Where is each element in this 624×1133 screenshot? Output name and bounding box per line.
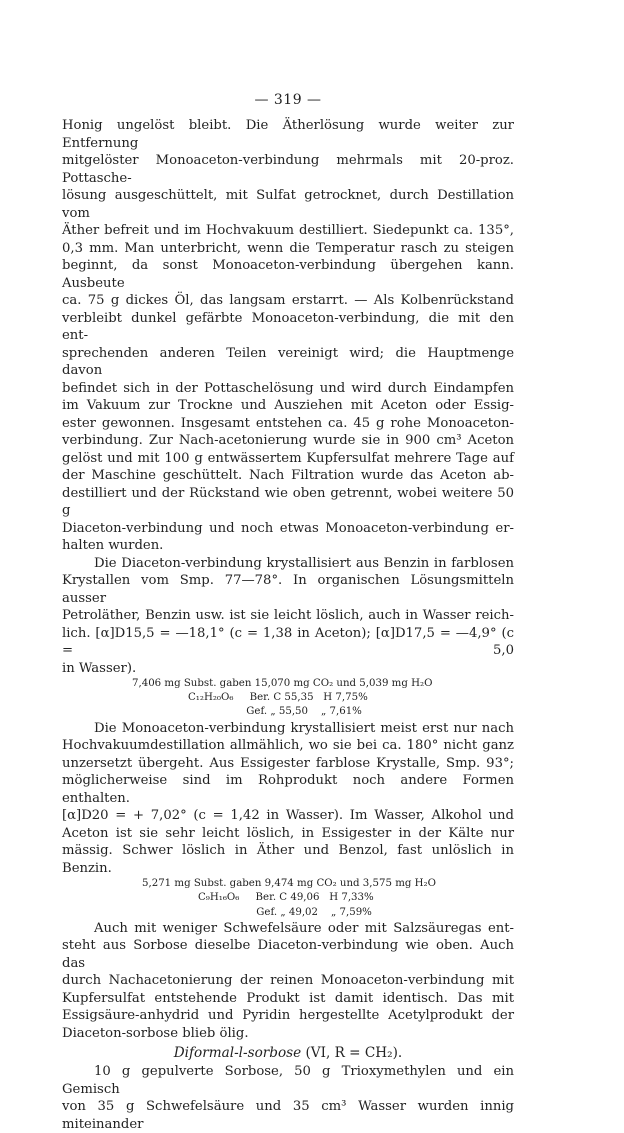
text-line: steht aus Sorbose dieselbe Diaceton-verbindung wie oben. Auch das [62,938,514,971]
heading-compound-name: Diformal-l-sorbose [173,1045,302,1062]
analysis-line: 7,406 mg Subst. gaben 15,070 mg CO₂ und 5,039 mg H₂O [132,678,433,689]
paragraph-1 [62,117,514,555]
heading-formula: (VI, R = CH₂). [301,1045,403,1062]
analysis-line: Gef. „ 49,02 „ 7,59% [198,906,372,918]
analysis-line: C₁₂H₂₀O₆ Ber. C 55,35 H 7,75% [188,692,368,704]
analysis-line: 5,271 mg Subst. gaben 9,474 mg CO₂ und 3,575 mg H₂O [142,878,436,890]
text-line: 0,3 mm. Man unterbricht, wenn die Temperatur rasch zu steigen [62,240,514,256]
text-line: gelöst und mit 100 g entwässertem Kupfersulfat mehrere Tage auf [62,450,514,466]
text-line: ester gewonnen. Insgesamt entstehen ca. 45 g rohe Monoaceton- [62,415,514,431]
analysis-line: Gef. „ 55,50 „ 7,61% [188,706,362,718]
text-line: Honig ungelöst bleibt. Die Ätherlösung wurde weiter zur Entfernung [62,118,514,151]
page-number: — 319 — [254,92,322,108]
paragraph-4 [62,920,514,1043]
text-line: unzersetzt übergeht. Aus Essigester farblose Krystalle, Smp. 93°; [62,755,514,771]
paragraph-3 [62,720,514,878]
text-line: der Maschine geschüttelt. Nach Filtration wurde das Aceton ab- [62,468,514,483]
text-line: Kupfersulfat entstehende Produkt ist damit identisch. Das mit [62,990,514,1006]
text-line: befindet sich in der Pottaschelösung und wird durch Eindampfen [62,380,514,396]
text-line: mässig. Schwer löslich in Äther und Benzol, fast unlöslich in Benzin. [62,843,514,876]
text-line: ca. 75 g dickes Öl, das langsam erstarrt. — Als Kolbenrückstand [62,293,514,308]
text-line: möglicherweise sind im Rohprodukt noch andere Formen enthalten. [62,773,514,806]
elemental-analysis-1 [132,677,514,720]
text-line: halten wurden. [62,538,164,553]
text-line: Aceton ist sie sehr leicht löslich, in Essigester in der Kälte nur [62,825,514,841]
text-line: mitgelöster Monoaceton-verbindung mehrmals mit 20-proz. Pottasche- [62,153,514,186]
elemental-analysis-2 [142,877,514,920]
text-line: von 35 g Schwefelsäure und 35 cm³ Wasser wurden innig miteinander [62,1099,514,1132]
text-line: Die Diaceton-verbindung krystallisiert aus Benzin in farblosen [94,555,514,571]
section-heading [62,1043,514,1063]
text-line: [α]D20 = + 7,02° (c = 1,42 in Wasser). Im Wasser, Alkohol und [62,808,514,824]
page [62,92,514,1133]
text-line: 10 g gepulverte Sorbose, 50 g Trioxymethylen und ein Gemisch [62,1064,514,1097]
text-line: im Vakuum zur Trockne und Ausziehen mit Aceton oder Essig- [62,398,514,413]
analysis-line: C₉H₁₆O₆ Ber. C 49,06 H 7,33% [198,892,374,904]
text-line: lich. [α]D15,5 = —18,1° (c = 1,38 in Aceton); [α]D17,5 = —4,9° (c = 5,0 [62,625,514,658]
text-line: lösung ausgeschüttelt, mit Sulfat getrocknet, durch Destillation vom [62,188,514,221]
text-line: Äther befreit und im Hochvakuum destilliert. Siedepunkt ca. 135°, [62,223,514,238]
paragraph-2 [62,555,514,678]
text-line: durch Nachacetonierung der reinen Monoaceton-verbindung mit [62,973,514,989]
text-line: Die Monoaceton-verbindung krystallisiert meist erst nur nach [94,720,514,736]
text-line: Auch mit weniger Schwefelsäure oder mit Salzsäuregas ent- [94,920,514,936]
text-line: beginnt, da sonst Monoaceton-verbindung übergehen kann. Ausbeute [62,258,514,291]
text-line: verbleibt dunkel gefärbte Monoaceton-verbindung, die mit den ent- [62,310,514,343]
text-line: Krystallen vom Smp. 77—78°. In organischen Lösungsmitteln ausser [62,573,514,606]
text-line: Hochvakuumdestillation allmählich, wo sie bei ca. 180° nicht ganz [62,738,514,754]
text-line: Petroläther, Benzin usw. ist sie leicht löslich, auch in Wasser reich- [62,608,514,623]
paragraph-5 [62,1063,514,1133]
text-line: Diaceton-verbindung und noch etwas Monoaceton-verbindung er- [62,520,514,536]
text-line: sprechenden anderen Teilen vereinigt wird; die Hauptmenge davon [62,345,514,378]
text-line: Diaceton-sorbose blieb ölig. [62,1025,249,1041]
text-line: destilliert und der Rückstand wie oben getrennt, wobei weitere 50 g [62,485,514,518]
text-line: verbindung. Zur Nach-acetonierung wurde sie in 900 cm³ Aceton [62,433,514,448]
text-line: in Wasser). [62,660,137,676]
text-line: Essigsäure-anhydrid und Pyridin hergestellte Acetylprodukt der [62,1008,514,1024]
